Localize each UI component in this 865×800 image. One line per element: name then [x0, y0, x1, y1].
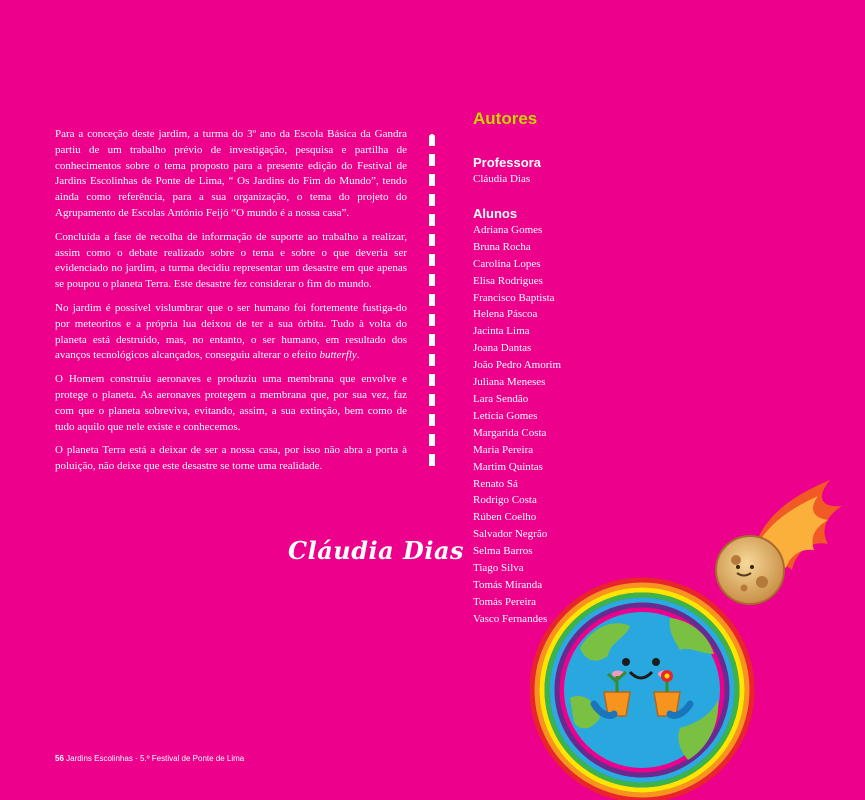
student-name: Rodrigo Costa [473, 494, 537, 507]
teacher-heading: Professora [473, 155, 541, 170]
student-name: Rúben Coelho [473, 511, 537, 524]
paragraph-3-text: No jardim é possível vislumbrar que o ser humano foi fortemente fustiga-do por meteoritos e a própria lua deixou de ter a sua órbita. Tudo à volta do planeta está destruído, mas, no entanto, o ser humano, em resultado dos avanços tecnológicos alcançados, conseguiu alterar o efeito [55, 301, 407, 362]
student-name: Martim Quintas [473, 460, 543, 473]
student-name: Juliana Meneses [473, 376, 546, 389]
earth-icon [564, 612, 720, 768]
signature: Cláudia Dias [288, 536, 465, 565]
paragraph-3-end: . [356, 349, 360, 362]
paragraph-2: Concluída a fase de recolha de informação de suporte ao trabalho a realizar, assim como o debate realizado sobre o tema e sobre o que deveria ser evidenciado no jardim, a turma decidiu representar um desastre em que apenas se poupou o planeta Terra. Este desastre fez considerar o fim do mundo. [55, 230, 407, 291]
student-name: Vasco Fernandes [473, 612, 548, 625]
earth-meteor-illustration [530, 478, 865, 800]
student-name: Maria Pereira [473, 443, 534, 456]
student-name: Selma Barros [473, 545, 533, 558]
student-name: Joana Dantas [473, 342, 532, 355]
paragraph-1: Para a conceção deste jardim, a turma do 3º ano da Escola Básica da Gandra partiu de um trabalho prévio de investigação, pesquisa e partilha de conhecimentos sobre o tema proposto para a presente edição do Festival de Jardins Escolinhas de Ponte de Lima, “ Os Jardins do Fim do Mundo”, tendo ainda como referência, para a sua organização, o tema do projeto do Agrupamento de Escolas António Feijó “O mundo é a nossa casa”. [55, 128, 407, 219]
paragraph-3 [55, 301, 407, 364]
body-text [55, 127, 407, 483]
student-name: Lara Sendão [473, 392, 529, 405]
student-name: Tiago Silva [473, 562, 524, 575]
student-name: Tomás Pereira [473, 595, 537, 608]
student-name: Renato Sá [473, 477, 518, 490]
dashed-divider [429, 134, 435, 470]
student-name: Adriana Gomes [473, 223, 543, 236]
page-number: 56 [55, 754, 64, 763]
student-name: Elisa Rodrigues [473, 274, 543, 287]
student-name: Tomás Miranda [473, 578, 543, 591]
student-name: Francisco Baptista [473, 291, 555, 304]
student-name: João Pedro Amorim [473, 359, 561, 372]
student-name: Helena Páscoa [473, 308, 538, 321]
meteor-icon [716, 480, 842, 604]
authors-title: Autores [473, 109, 538, 128]
student-name: Jacinta Lima [473, 325, 530, 338]
student-name: Salvador Negrão [473, 528, 548, 541]
student-name: Letícia Gomes [473, 409, 538, 422]
student-name: Bruna Rocha [473, 240, 531, 253]
paragraph-3-italic: butterfly [319, 349, 357, 362]
teacher-name: Cláudia Dias [473, 173, 531, 185]
students-heading: Alunos [473, 205, 518, 221]
paragraph-5: O planeta Terra está a deixar de ser a nossa casa, por isso não abra a porta à poluição, não deixe que este desastre se torne uma realidade. [55, 444, 407, 473]
paragraph-4: O Homem construiu aeronaves e produziu uma membrana que envolve e protege o planeta. As aeronaves protegem a membrana que, por sua vez, faz com que o planeta sobreviva, evitando, assim, a sua extinção, bem como de tudo aquilo que nele existe e conhecemos. [55, 373, 407, 433]
footer-text: Jardins Escolinhas · 5.º Festival de Ponte de Lima [63, 754, 245, 763]
footer [55, 754, 244, 763]
student-name: Margarida Costa [473, 426, 547, 439]
student-name: Carolina Lopes [473, 257, 541, 270]
